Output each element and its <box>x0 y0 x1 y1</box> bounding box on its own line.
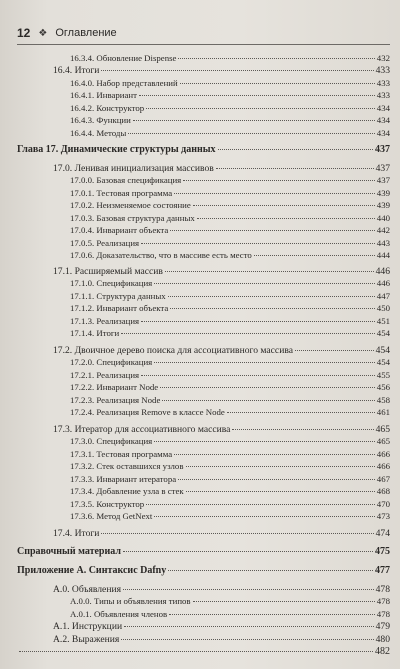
toc-entry-page: 473 <box>376 511 390 521</box>
toc-entry-title: Приложение А. Синтаксис Dafny <box>17 565 167 576</box>
toc-entry-page: 439 <box>376 188 390 198</box>
dot-leader <box>165 263 374 272</box>
toc-entry-title: А.2. Выражения <box>53 634 120 645</box>
toc-entry-title: 17.1.1. Структура данных <box>70 291 166 301</box>
toc-entry-page: 482 <box>375 646 390 657</box>
dot-leader <box>186 483 375 492</box>
toc-entry <box>17 127 390 140</box>
toc-entry-title: 17.2.1. Реализация <box>70 370 140 380</box>
dot-leader <box>216 160 374 169</box>
toc-entry-page: 442 <box>376 225 390 235</box>
toc-entry-title: 17.3.5. Конструктор <box>70 499 145 509</box>
dot-leader <box>186 458 375 467</box>
toc-entry-page: 437 <box>375 163 390 174</box>
dot-leader <box>218 141 373 150</box>
dot-leader <box>178 50 374 59</box>
toc-entry-title: А.0. Объявления <box>53 584 121 595</box>
toc-entry-page: 467 <box>376 474 390 484</box>
dot-leader <box>154 354 375 363</box>
dot-leader <box>193 593 375 602</box>
toc-entry <box>17 143 390 156</box>
toc-entry <box>17 249 390 262</box>
toc-entry-page: 451 <box>376 316 390 326</box>
toc-entry-title: 16.4. Итоги <box>53 65 100 76</box>
toc-entry-title: 17.0.0. Базовая спецификация <box>70 175 182 185</box>
toc-entry-page: 446 <box>376 278 390 288</box>
toc-entry-title: 17.0.6. Доказательство, что в массиве есть место <box>70 250 252 260</box>
dot-leader <box>178 471 375 480</box>
page-number: 12 <box>17 26 31 40</box>
dot-leader <box>232 421 373 430</box>
toc-entry-title: Справочный материал <box>17 546 121 557</box>
toc-entry-page: 466 <box>376 449 390 459</box>
toc-entry-page: 458 <box>376 395 390 405</box>
dot-leader <box>193 197 375 206</box>
toc-entry-title: 17.0.1. Тестовая программа <box>70 188 173 198</box>
toc-entry-page: 470 <box>376 499 390 509</box>
toc-entry-page: 434 <box>376 128 390 138</box>
toc-entry-page: 446 <box>375 266 390 277</box>
running-title: Оглавление <box>55 27 117 39</box>
toc-entry-page: 475 <box>375 546 390 557</box>
dot-leader <box>254 247 375 256</box>
dot-leader <box>141 367 375 376</box>
toc-entry <box>17 545 390 558</box>
dot-leader <box>295 342 374 351</box>
dot-leader <box>146 100 375 109</box>
toc-entry-page: 447 <box>376 291 390 301</box>
toc-entry-page: 455 <box>376 370 390 380</box>
toc-entry-title: 17.3.2. Стек оставшихся узлов <box>70 461 184 471</box>
dot-leader <box>168 288 375 297</box>
toc-entry-page: 454 <box>376 357 390 367</box>
toc-entry-title: 17.2.4. Реализация Remove в классе Node <box>70 407 225 417</box>
toc-entry-title: 16.4.4. Методы <box>70 128 127 138</box>
toc-entry-title: 17.1.0. Спецификация <box>70 278 153 288</box>
toc-entry <box>17 564 390 577</box>
dot-leader <box>123 581 374 590</box>
dot-leader <box>170 222 375 231</box>
dot-leader <box>197 210 375 219</box>
dot-leader <box>101 525 373 534</box>
dot-leader <box>123 543 373 552</box>
toc-entry-title: 17.2.3. Реализация Node <box>70 395 161 405</box>
toc-entry-title: А.0.1. Объявления членов <box>70 609 168 619</box>
toc-entry-page: 437 <box>376 175 390 185</box>
toc-entry-page: 432 <box>376 53 390 63</box>
toc-entry-page: 434 <box>376 103 390 113</box>
toc-entry-page: 440 <box>376 213 390 223</box>
dot-leader <box>141 313 375 322</box>
toc-entry-page: 454 <box>375 345 390 356</box>
dot-leader <box>227 404 375 413</box>
toc-entry-page: 478 <box>375 584 390 595</box>
dot-leader <box>174 185 375 194</box>
toc-entry-title: А.0.0. Типы и объявления типов <box>70 596 191 606</box>
toc-entry-title: 17.3.1. Тестовая программа <box>70 449 173 459</box>
toc-entry-page: 433 <box>376 78 390 88</box>
toc-entry <box>17 527 390 540</box>
toc-entry-title: 17.2.2. Инвариант Node <box>70 382 159 392</box>
toc-entry-title: 16.3.4. Обновление Dispense <box>70 53 177 63</box>
dot-leader <box>174 446 375 455</box>
toc-entry <box>17 327 390 340</box>
header-rule <box>17 44 390 45</box>
toc-entry-title: 16.4.0. Набор представлений <box>70 78 178 88</box>
dot-leader <box>139 87 375 96</box>
toc-entry-title: А.1. Инструкции <box>53 621 123 632</box>
toc-entry-title: 17.3.3. Инвариант итератора <box>70 474 177 484</box>
dot-leader <box>121 325 375 334</box>
dot-leader <box>146 496 375 505</box>
toc-entry-title: 16.4.3. Функции <box>70 115 131 125</box>
toc-entry-title: 17.3. Итератор для ассоциативного массива <box>53 424 231 435</box>
toc-entry-page: 474 <box>375 528 390 539</box>
toc-entry-title: 17.1.2. Инвариант объекта <box>70 303 169 313</box>
toc-entry-page: 480 <box>375 634 390 645</box>
toc-entry-title: 17.2.0. Спецификация <box>70 357 153 367</box>
dot-leader <box>169 606 375 615</box>
toc-entry-page: 468 <box>376 486 390 496</box>
ornament-icon: ❖ <box>38 27 48 39</box>
toc-entry-title: 17.1.4. Итоги <box>70 328 120 338</box>
toc-entry-title: 17.1. Расширяемый массив <box>53 266 163 277</box>
toc-entry-page: 439 <box>376 200 390 210</box>
dot-leader <box>124 618 374 627</box>
dot-leader <box>183 172 375 181</box>
toc-entry-title: 16.4.2. Конструктор <box>70 103 145 113</box>
dot-leader <box>180 75 375 84</box>
dot-leader <box>121 631 373 640</box>
toc-entry-title: 17.3.0. Спецификация <box>70 436 153 446</box>
toc-entry <box>17 510 390 523</box>
toc-entry-page: 444 <box>376 250 390 260</box>
toc-entry-title: 17.1.3. Реализация <box>70 316 140 326</box>
toc-entry <box>17 406 390 419</box>
toc-entry <box>17 645 390 658</box>
toc-entry-page: 466 <box>376 461 390 471</box>
toc-entry-page: 456 <box>376 382 390 392</box>
toc-entry-title: 16.4.1. Инвариант <box>70 90 137 100</box>
toc-entry-title: 17.3.4. Добавление узла в стек <box>70 486 184 496</box>
dot-leader <box>101 62 373 71</box>
toc-entry-title: 17.0.2. Неизменяемое состояние <box>70 200 191 210</box>
toc-entry-page: 477 <box>375 565 390 576</box>
toc-entry-page: 465 <box>375 424 390 435</box>
toc-entry-title: 17.3.6. Метод GetNext <box>70 511 153 521</box>
dot-leader <box>133 112 375 121</box>
dot-leader <box>128 125 375 134</box>
running-header <box>17 24 390 42</box>
toc-entry-page: 434 <box>376 115 390 125</box>
toc-entry-page: 478 <box>376 596 390 606</box>
toc-entry-title: 17.0.5. Реализация <box>70 238 140 248</box>
toc-entry-title: Глава 17. Динамические структуры данных <box>17 144 216 155</box>
dot-leader <box>19 643 373 652</box>
toc-entry-title: 17.0.4. Инвариант объекта <box>70 225 169 235</box>
toc-entry-page: 479 <box>375 621 390 632</box>
toc-entry-page: 433 <box>376 90 390 100</box>
toc-entry-page: 437 <box>375 144 390 155</box>
toc-entry-title: 17.4. Итоги <box>53 528 100 539</box>
toc-entry-page: 454 <box>376 328 390 338</box>
toc-entry-page: 461 <box>376 407 390 417</box>
toc-entry-page: 465 <box>376 436 390 446</box>
toc-entry-page: 478 <box>376 609 390 619</box>
toc-entry-title: 17.2. Двоичное дерево поиска для ассоциативного массива <box>53 345 293 356</box>
dot-leader <box>154 508 374 517</box>
toc-entry-page: 450 <box>376 303 390 313</box>
dot-leader <box>170 300 375 309</box>
toc-entry-title: 17.0. Ленивая инициализация массивов <box>53 163 214 174</box>
dot-leader <box>154 433 375 442</box>
toc-entry-page: 433 <box>375 65 390 76</box>
dot-leader <box>160 379 375 388</box>
dot-leader <box>154 275 375 284</box>
toc-entry-title: 17.0.3. Базовая структура данных <box>70 213 195 223</box>
toc-entry-page: 443 <box>376 238 390 248</box>
dot-leader <box>168 562 373 571</box>
dot-leader <box>141 235 375 244</box>
dot-leader <box>162 392 374 401</box>
